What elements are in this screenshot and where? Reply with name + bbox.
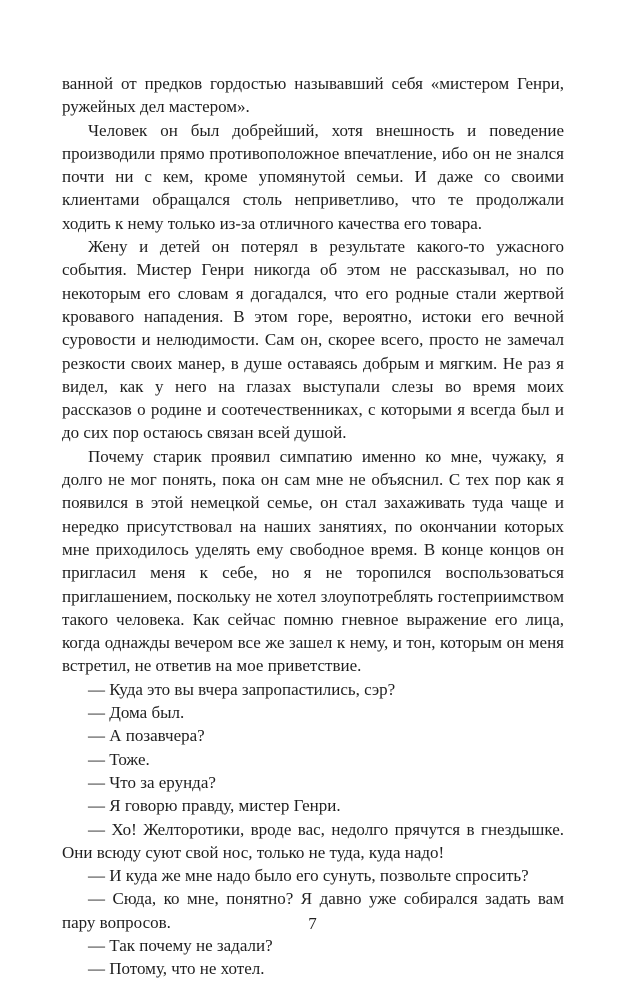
paragraph: ванной от предков гордостью называвший себя «мистером Генри, ружейных дел мастером». <box>62 74 564 117</box>
dialogue-line: — Что за ерунда? <box>88 772 216 792</box>
paragraph: Человек он был добрейший, хотя внешность и поведение производили прямо противоположное впечатление, ибо он не знался почти ни с кем, кроме упомянутой семьи. И даже со своими клиентами обращался столь неприветливо, что те продолжали ходить к нему только из-за отличного качества его товара. <box>62 120 564 233</box>
dialogue-line: — И куда же мне надо было его сунуть, позвольте спросить? <box>88 866 529 886</box>
page-number: 7 <box>308 914 317 933</box>
dialogue-line: — Я говорю правду, мистер Генри. <box>88 796 341 816</box>
paragraph: Жену и детей он потерял в результате какого-то ужасного события. Мистер Генри никогда об этом не рассказывал, но по некоторым его словам я догадался, что его родные стали жертвой кровавого нападения. В этом горе, вероятно, истоки его вечной суровости и нелюдимости. Сам он, скорее всего, просто не замечал резкости своих манер, в душе оставаясь добрым и мягким. Не раз я видел, как у него на глазах выступали слезы во время моих рассказов о родине и соотечественниках, с которыми я всегда был и до сих пор остаюсь связан всей душой. <box>62 237 564 443</box>
dialogue-line: — Куда это вы вчера запропастились, сэр? <box>88 679 396 699</box>
dialogue-line: — Хо! Желторотики, вроде вас, недолго прячутся в гнездышке. Они всюду суют свой нос, только не туда, куда надо! <box>62 819 564 862</box>
dialogue-line: — Дома был. <box>88 703 185 723</box>
paragraph: Почему старик проявил симпатию именно ко мне, чужаку, я долго не мог понять, пока он сам мне не объяснил. С тех пор как я появился в этой немецкой семье, он стал захаживать туда чаще и нередко присутствовал на наших занятиях, по окончании которых мне приходилось уделять ему свободное время. В конце концов он пригласил меня к себе, но я не торопился воспользоваться приглашением, поскольку не хотел злоупотреблять гостеприимством такого человека. Как сейчас помню гневное выражение его лица, когда однажды вечером все же зашел к нему, и тон, которым он меня встретил, не ответив на мое приветствие. <box>62 446 564 676</box>
dialogue-line: — Так почему не задали? <box>88 935 273 955</box>
dialogue-line: — Потому, что не хотел. <box>88 959 265 979</box>
body-text <box>62 72 564 981</box>
dialogue-line: — Тоже. <box>88 749 150 769</box>
dialogue-line: — А позавчера? <box>88 726 205 746</box>
dialogue-line: — Сюда, ко мне, понятно? Я давно уже собирался задать вам пару вопросов. <box>62 889 564 932</box>
